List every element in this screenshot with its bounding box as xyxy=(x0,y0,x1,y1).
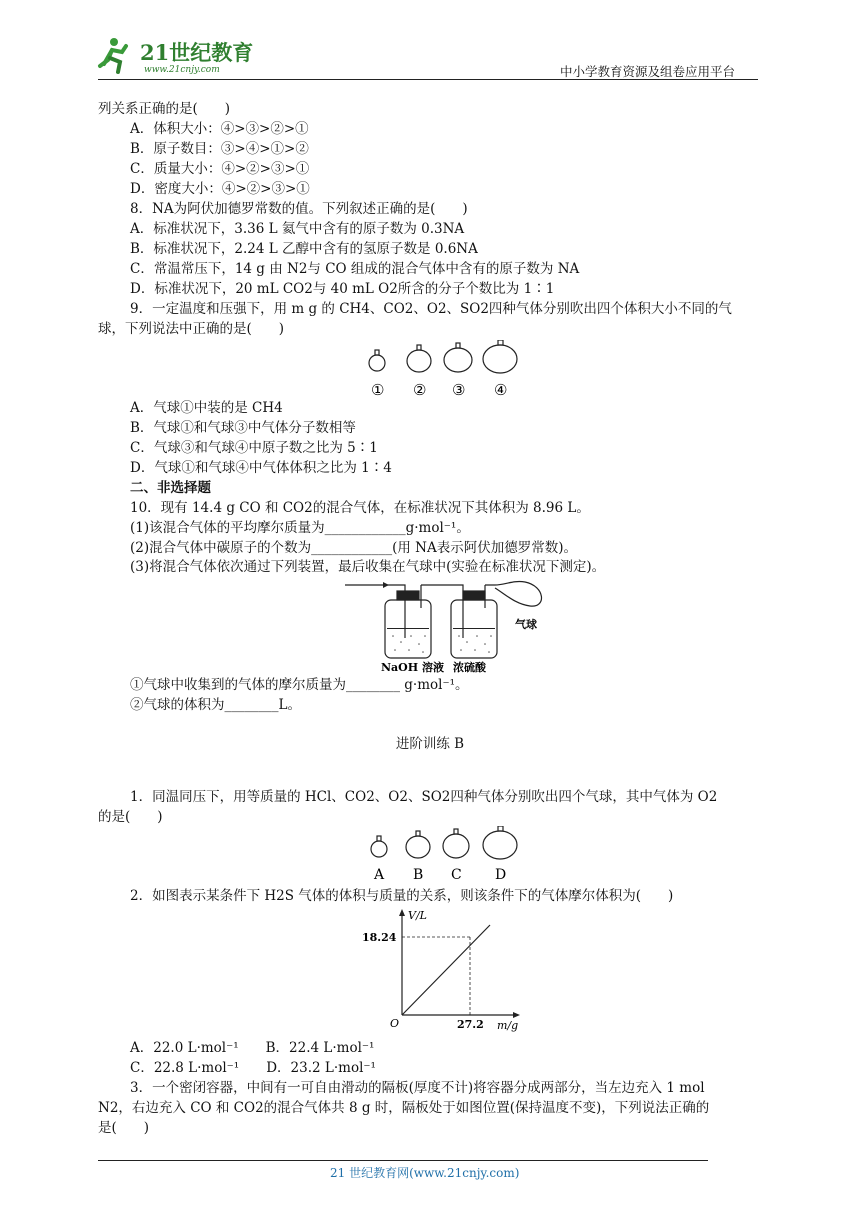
option-d: D．标准状况下，20 mL CO2与 40 mL O2所含的分子个数比为 1∶1 xyxy=(130,281,555,297)
sub-question-1: (1)该混合气体的平均摩尔质量为____________g·mol⁻¹。 xyxy=(130,520,470,536)
footer-divider xyxy=(98,1160,708,1161)
option-b: B．气球①和气球③中气体分子数相等 xyxy=(130,420,356,436)
question-2: 2．如图表示某条件下 H2S 气体的体积与质量的关系，则该条件下的气体摩尔体积为( ) xyxy=(130,888,674,904)
text-line: 是( ) xyxy=(98,1120,150,1136)
y-tick-label: 18.24 xyxy=(362,931,397,944)
section-title: 进阶训练 B xyxy=(395,736,465,752)
x-axis-label: m/g xyxy=(497,1019,519,1032)
balloon-label: D xyxy=(495,867,507,883)
option-a: A．标准状况下，3.36 L 氦气中含有的原子数为 0.3NA xyxy=(130,221,465,237)
option-a: A．气球①中装的是 CH4 xyxy=(130,400,283,416)
balloon-label: C xyxy=(451,867,462,883)
sub-answer-1: ①气球中收集到的气体的摩尔质量为________ g·mol⁻¹。 xyxy=(130,677,469,693)
graph-figure xyxy=(360,905,530,1037)
balloon-label: ① xyxy=(371,381,385,399)
header-right-text: 中小学教育资源及组卷应用平台 xyxy=(560,64,736,79)
balloons-figure-2 xyxy=(366,826,526,888)
x-tick-label: 27.2 xyxy=(457,1018,484,1031)
option-row: C．22.8 L·mol⁻¹ D．23.2 L·mol⁻¹ xyxy=(130,1060,376,1076)
text-line: N2，右边充入 CO 和 CO2的混合气体共 8 g 时，隔板处于如图位置(保持温度不变)，下列说法正确的 xyxy=(98,1100,710,1116)
svg-text:www.21cnjy.com: www.21cnjy.com xyxy=(144,65,220,75)
balloon-label: B xyxy=(413,867,424,883)
text-line: 列关系正确的是( ) xyxy=(98,101,231,117)
balloons-figure-1 xyxy=(360,340,530,406)
option-d: D．密度大小：④>②>③>① xyxy=(130,181,310,197)
text-line: 球，下列说法中正确的是( ) xyxy=(98,321,285,337)
apparatus-label: NaOH 溶液 xyxy=(381,661,444,673)
header-divider xyxy=(98,79,758,80)
text-line: 的是( ) xyxy=(98,809,163,825)
option-c: C．质量大小：④>②>③>① xyxy=(130,161,310,177)
runner-logo-icon xyxy=(100,38,126,72)
option-row: A．22.0 L·mol⁻¹ B．22.4 L·mol⁻¹ xyxy=(130,1040,375,1056)
balloon-label: ④ xyxy=(494,381,508,399)
section-heading: 二、非选择题 xyxy=(130,480,211,496)
apparatus-figure xyxy=(345,578,555,677)
option-d: D．气球①和气球④中气体体积之比为 1∶4 xyxy=(130,460,392,476)
footer-text: 21 世纪教育网(www.21cnjy.com) xyxy=(330,1166,520,1180)
question-8: 8．NA为阿伏加德罗常数的值。下列叙述正确的是( ) xyxy=(130,201,468,217)
option-c: C．常温常压下，14 g 由 N2与 CO 组成的混合气体中含有的原子数为 NA xyxy=(130,261,580,277)
y-axis-label: V/L xyxy=(408,909,427,922)
balloon-label: A xyxy=(374,867,385,883)
sub-answer-2: ②气球的体积为________L。 xyxy=(130,697,301,713)
question-1: 1．同温同压下，用等质量的 HCl、CO2、O2、SO2四种气体分别吹出四个气球，其中气体为 O2 xyxy=(130,789,718,805)
sub-question-2: (2)混合气体中碳原子的个数为____________(用 NA表示阿伏加德罗常数)。 xyxy=(130,540,578,556)
option-c: C．气球③和气球④中原子数之比为 5∶1 xyxy=(130,440,378,456)
apparatus-label: 浓硫酸 xyxy=(453,661,486,673)
balloon-label: ② xyxy=(413,381,427,399)
question-9: 9．一定温度和压强下，用 m g 的 CH4、CO2、O2、SO2四种气体分别吹出四个体积大小不同的气 xyxy=(130,301,732,317)
option-b: B．标准状况下，2.24 L 乙醇中含有的氢原子数是 0.6NA xyxy=(130,241,478,257)
question-10: 10．现有 14.4 g CO 和 CO2的混合气体，在标准状况下其体积为 8.96 L。 xyxy=(130,500,590,516)
question-3: 3．一个密闭容器，中间有一可自由滑动的隔板(厚度不计)将容器分成两部分，当左边充入 1 mol xyxy=(130,1080,705,1096)
svg-text:21世纪教育: 21世纪教育 xyxy=(140,40,254,65)
apparatus-label: 气球 xyxy=(515,618,537,631)
origin-label: O xyxy=(390,1017,400,1030)
option-b: B．原子数目：③>④>①>② xyxy=(130,141,309,157)
site-logo xyxy=(96,34,266,78)
sub-question-3: (3)将混合气体依次通过下列装置，最后收集在气球中(实验在标准状况下测定)。 xyxy=(130,559,606,575)
option-a: A．体积大小：④>③>②>① xyxy=(130,121,309,137)
balloon-label: ③ xyxy=(452,381,466,399)
